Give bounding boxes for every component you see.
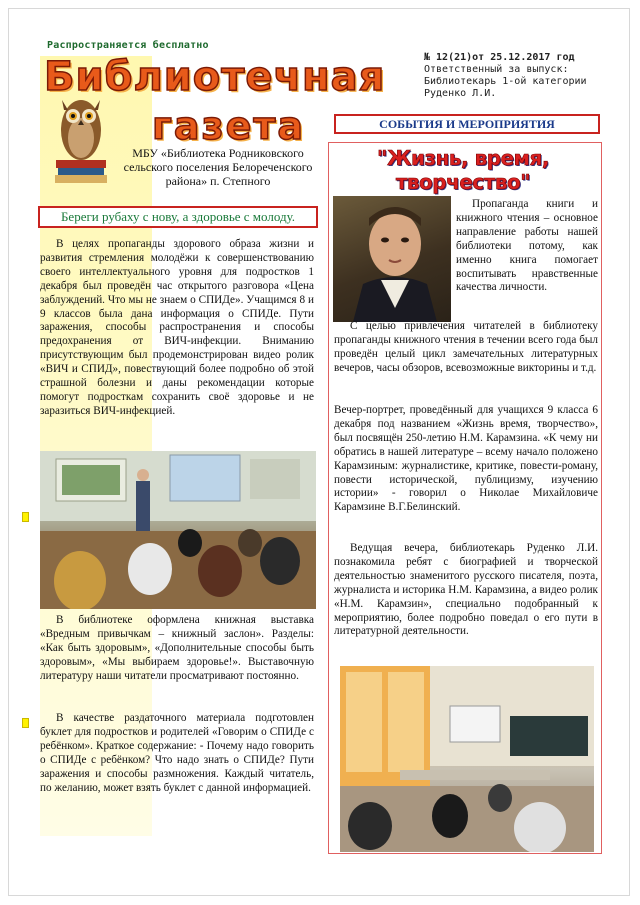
article-paragraph: Ведущая вечера, библиотекарь Руденко Л.И. познакомила ребят с биографией и творческой деятельностью знаменитого русского писателя, поэта, журналиста и историка Н.М. Карамзина, а видео ролик «Н.М. Карамзин», специально подобранный к мероприятию, более подробно поведал о его пути в литературной деятельности. [334,542,598,638]
issue-info [424,52,587,100]
responsible-position: Библиотекарь 1-ой категории [424,76,587,87]
margin-marker [22,718,29,728]
newspaper-title-line1: Библиотечная [44,54,386,100]
article-paragraph: Вечер-портрет, проведённый для учащихся 9 класса 6 декабря под названием «Жизнь время, творчество», был посвящён 250-летию Н.М. Карамзина. «К чему ни обратись в нашей литературе – всему начало положено Карамзиным: журналистике, критике, повести-роману, повести исторической, публицизму, изучению истории» - говорил о Николае Михайловиче Карамзине В.Г.Белинский. [334,404,598,514]
article-paragraph: В целях пропаганды здорового образа жизни и развития стремления молодёжи к совершенствованию своего интеллектуального уровня для подростков 1 декабря был проведён час открытого разговора «Цена заблуждений. Что мы не знаем о СПИДе». Учащимся 8 и 9 классов была дана информация о СПИДе. Пути заражения, способы распространения и способы предохранения от ВИЧ-инфекции. Вниманию присутствующим был продемонстрирован видео ролик «ВИЧ и СПИД», повествующий более подробно об этой страшной болезни и даны рекомендации которые помогут подросткам сохранить своё здоровье и не заразиться ВИЧ-инфекцией. [40,238,314,417]
classroom-lecture-photo [40,451,316,609]
article-paragraph: В библиотеке оформлена книжная выставка «Вредным привычкам – книжный заслон». Разделы: «Как быть здоровым», «Дополнительные способы быть здоровым», «Мы выбираем здоровье!». Выставочную литературу наши читатели просматривают постоянно. [40,614,314,682]
free-distribution-note: Распространяется бесплатно [47,40,209,51]
article-paragraph: В качестве раздаточного материала подготовлен буклет для подростков и родителей «Говорим о СПИДе с ребёнком». Краткое содержание: - Почему надо говорить о СПИДе с ребёнком? Что надо знать о СПИДе? Пути заражения и способы размножения. Каждый читатель, по желанию, может взять буклет с данной информацией. [40,712,314,794]
article-headline-health: Береги рубаху с нову, а здоровье с молоду. [38,206,318,228]
margin-marker [22,512,29,522]
article-paragraph: С целью привлечения читателей в библиотеку пропаганды книжного чтения в течении всего года был проведён целый цикл замечательных литературных вечеров, часы обзоров, всевозможные викторины и т.д. [334,320,598,374]
article-paragraph: Пропаганда книги и книжного чтения – основное направление работы нашей библиотеки потому, как именно книга помогает воспитывать нравственные качества личности. [456,198,598,294]
publisher-info: МБУ «Библиотека Родниковского сельского поселения Белореченского района» п. Степного [123,146,313,188]
library-event-photo [340,666,594,852]
section-heading: СОБЫТИЯ И МЕРОПРИЯТИЯ [334,114,600,134]
karamzin-portrait [333,196,451,322]
owl-on-books-logo [52,92,110,188]
newspaper-title-line2: газета [152,104,306,148]
responsible-name: Руденко Л.И. [424,88,497,99]
article-banner-title: "Жизнь, время, творчество" [377,146,549,194]
responsible-label: Ответственный за выпуск: [424,64,569,75]
issue-number: № 12(21)от 25.12.2017 год [424,52,575,63]
